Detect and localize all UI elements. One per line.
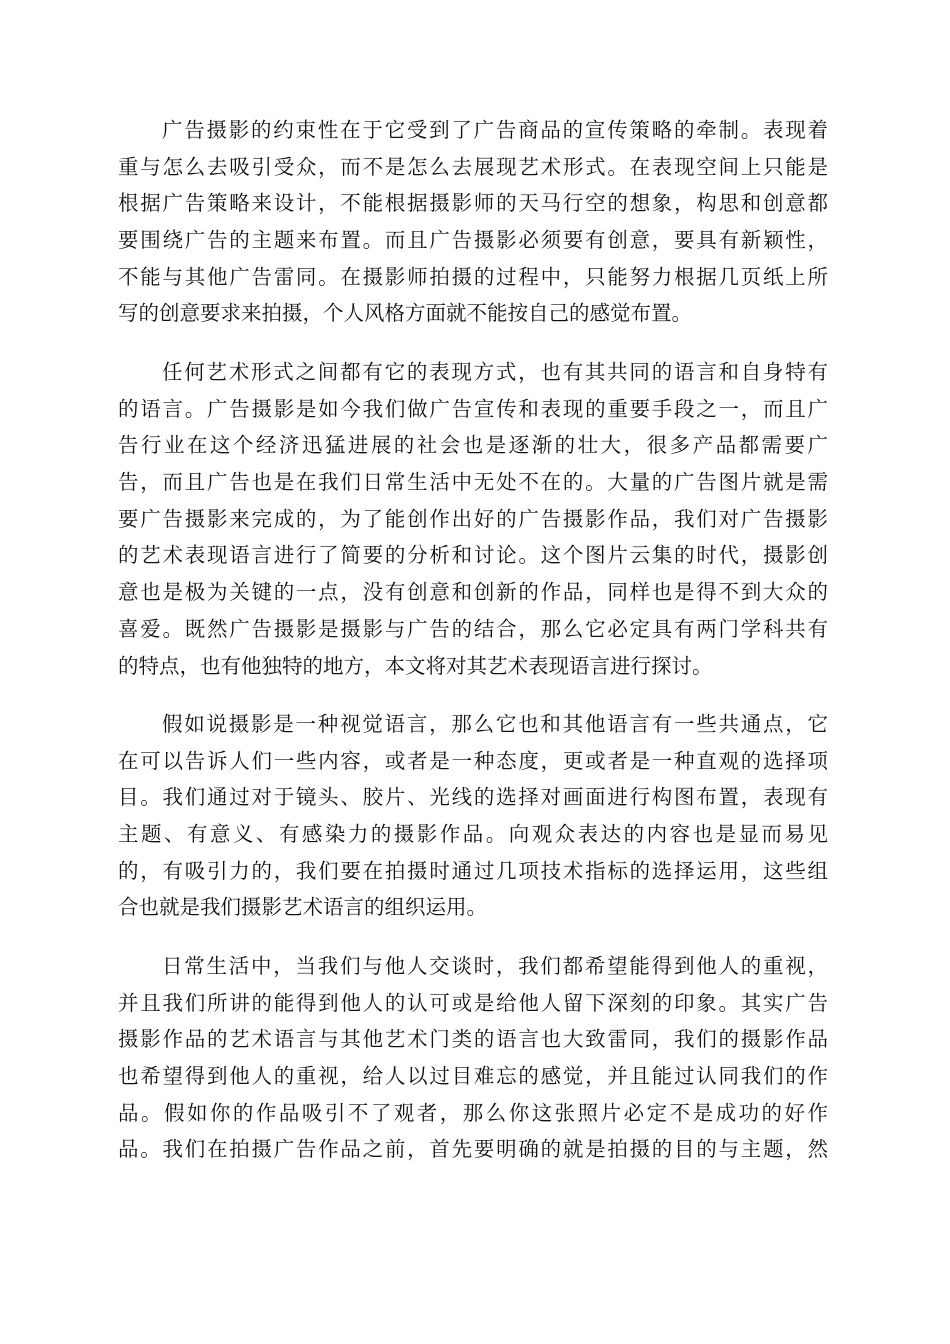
text-line: 要围绕广告的主题来布置。而且广告摄影必须要有创意，要具有新颖性， (118, 228, 828, 253)
text-line: 假如说摄影是一种视觉语言，那么它也和其他语言有一些共通点，它 (162, 712, 828, 736)
text-line: 意也是极为关键的一点，没有创意和创新的作品，同样也是得不到大众的 (118, 580, 828, 605)
text-line: 写的创意要求来拍摄，个人风格方面就不能按自己的感觉布置。 (118, 301, 692, 326)
text-line: 不能与其他广告雷同。在摄影师拍摄的过程中，只能努力根据几页纸上所 (118, 264, 828, 289)
text-line: 的，有吸引力的，我们要在拍摄时通过几项技术指标的选择运用，这些组 (118, 858, 828, 883)
paragraph-4 (118, 948, 828, 1168)
text-line: 品。我们在拍摄广告作品之前，首先要明确的就是拍摄的目的与主题，然 (118, 1137, 828, 1162)
text-line: 并且我们所讲的能得到他人的认可或是给他人留下深刻的印象。其实广告 (118, 990, 828, 1015)
text-line: 的艺术表现语言进行了简要的分析和讨论。这个图片云集的时代，摄影创 (118, 543, 828, 568)
text-line: 目。我们通过对于镜头、胶片、光线的选择对画面进行构图布置，表现有 (118, 785, 828, 810)
text-line: 任何艺术形式之间都有它的表现方式，也有其共同的语言和自身特有 (162, 360, 828, 384)
text-line: 根据广告策略来设计，不能根据摄影师的天马行空的想象，构思和创意都 (118, 191, 828, 216)
text-line: 合也就是我们摄影艺术语言的组织运用。 (118, 895, 487, 920)
text-line: 告行业在这个经济迅猛进展的社会也是逐渐的壮大，很多产品都需要广 (118, 433, 828, 458)
text-line: 广告摄影的约束性在于它受到了广告商品的宣传策略的牵制。表现着 (162, 118, 828, 142)
text-line: 主题、有意义、有感染力的摄影作品。向观众表达的内容也是显而易见 (118, 822, 828, 847)
text-line: 在可以告诉人们一些内容，或者是一种态度，更或者是一种直观的选择项 (118, 748, 828, 773)
text-line: 的特点，也有他独特的地方，本文将对其艺术表现语言进行探讨。 (118, 653, 713, 678)
text-line: 告，而且广告也是在我们日常生活中无处不在的。大量的广告图片就是需 (118, 470, 828, 495)
text-line: 要广告摄影来完成的，为了能创作出好的广告摄影作品，我们对广告摄影 (118, 506, 828, 531)
text-line: 摄影作品的艺术语言与其他艺术门类的语言也大致雷同，我们的摄影作品 (118, 1027, 828, 1052)
text-line: 喜爱。既然广告摄影是摄影与广告的结合，那么它必定具有两门学科共有 (118, 616, 828, 641)
paragraph-2 (118, 354, 828, 684)
text-line: 也希望得到他人的重视，给人以过目难忘的感觉，并且能过认同我们的作 (118, 1064, 828, 1089)
text-line: 重与怎么去吸引受众，而不是怎么去展现艺术形式。在表现空间上只能是 (118, 154, 828, 179)
paragraph-1 (118, 112, 828, 332)
text-line: 的语言。广告摄影是如今我们做广告宣传和表现的重要手段之一，而且广 (118, 396, 828, 421)
text-line: 日常生活中，当我们与他人交谈时，我们都希望能得到他人的重视， (162, 954, 828, 978)
paragraph-3 (118, 706, 828, 926)
text-line: 品。假如你的作品吸引不了观者，那么你这张照片必定不是成功的好作 (118, 1100, 828, 1125)
